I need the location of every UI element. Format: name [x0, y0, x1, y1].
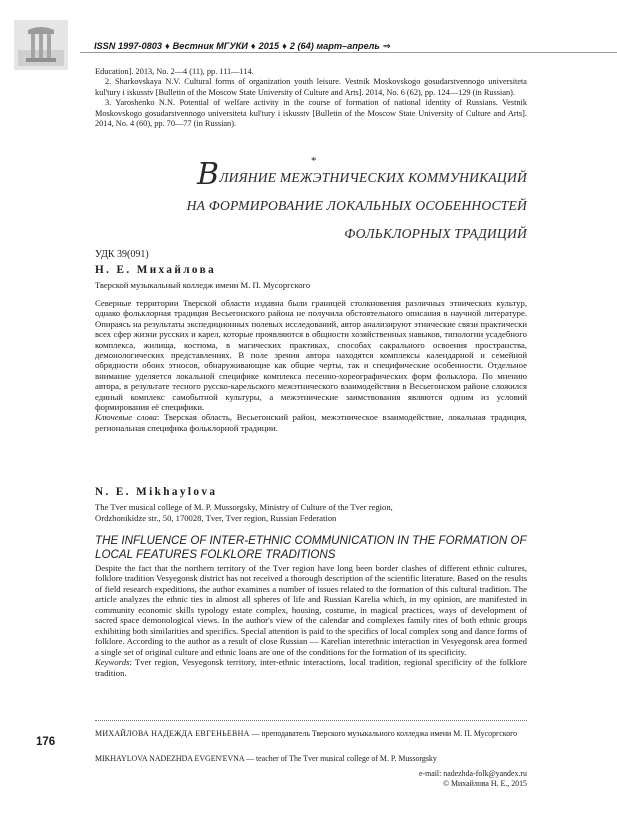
abstract-en-text: Despite the fact that the northern territory of the Tver region have long been border clashes of different ethnic cultures, folklore tradition Vesyegonsk district has not received a thorough description of the scientific literature. Based on the results of field research expeditions, the author examines a number of issues related to the formation of this cultural tradition. The article analyzes the ethnic ties in almost all spheres of life and Russian Karelia which, in my opinion, are manifested in community economic skills typology estate complex, housing, costume, in magical practices, ways of development of sacred space demonological views. In the author's view of the calendar and complexes family rites of both ethnic groups exhibiting both similarities and specifics. Special attention is paid to the specifics of local complex song and dance forms of folklore. According to the author as a result of close Russian — Karelian interethnic interaction in Vesyegonsk area formed a single set of original culture and ethnic loans are one of the conditions for the formation of its specificity.: [95, 563, 527, 657]
keywords-en: Keywords: Tver region, Vesyegonsk territory, inter-ethnic interactions, local tradition, regional specificity of the folklore tradition.: [95, 657, 527, 678]
title-initial: В: [196, 157, 220, 192]
abstract-ru: [95, 298, 527, 433]
author-email: e-mail: nadezhda-folk@yandex.ru: [418, 769, 527, 778]
abstract-ru-text: Северные территории Тверской области издавна были границей столкновения различных этнических культур, однако фольклорная традиция Весьегонского района не получила обстоятельного описания в научной литературе. Опираясь на результаты экспедиционных полевых исследований, автор анализируют этнические связи практически всех сфер жизни русских и карел, которые проявляются в общности хозяйственных навыков, типологии усадебного комплекса, жилища, костюма, в магических практиках, способах сакрального освоения пространства, демонологических представлениях. В поле зрения автора находятся комплексы календарной и семейной обрядности обоих этносов, обнаруживающие как общие черты, так и специфические особенности. Отдельное внимание уделяется локальной специфике комплекса песенно-хореографических форм фольклора. По мнению автора, в результате тесного русско-карельского межэтнического взаимодействия в Весьегонском районе сложился единый комплекс самобытной культуры, а межэтнические заимствования являются одним из условий формирования её специфики.: [95, 298, 527, 413]
author-name-en: N. E. Mikhaylova: [95, 486, 218, 498]
author-name-ru: Н. Е. Михайлова: [95, 264, 217, 276]
article-title-ru: ВЛИЯНИЕ МЕЖЭТНИЧЕСКИХ КОММУНИКАЦИЙ НА ФОРМИРОВАНИЕ ЛОКАЛЬНЫХ ОСОБЕННОСТЕЙ ФОЛЬКЛОРНЫХ ТРАДИЦИЙ: [186, 157, 527, 241]
affiliation-en: The Tver musical college of M. P. Mussorgsky, Ministry of Culture of the Tver region, Ordzhonikidze str., 50, 170028, Tver, Tver region, Russian Federation: [95, 502, 393, 523]
author-footnote-ru: МИХАЙЛОВА НАДЕЖДА ЕВГЕНЬЕВНА — преподаватель Тверского музыкального колледжа имени М. П. Мусоргского: [95, 729, 518, 738]
journal-header-line: ISSN 1997-0803 ♦ Вестник МГУКИ ♦ 2015 ♦ 2 (64) март–апрель ⇒: [94, 41, 391, 51]
journal-issue: 2 (64) март–апрель: [289, 41, 380, 51]
keywords-ru: Ключевые слова: Тверская область, Весьегонский район, межэтническое взаимодействие, локальная традиция, региональная специфика фольклорной традиции.: [95, 412, 527, 433]
abstract-en: [95, 563, 527, 678]
author-contacts: [300, 769, 527, 789]
page-number: 176: [36, 736, 56, 748]
journal-name: Вестник МГУКИ: [172, 41, 248, 51]
copyright: © Михайлова Н. Е., 2015: [443, 779, 527, 789]
footnote-rule: [95, 720, 527, 721]
article-title-en: THE INFLUENCE OF INTER-ETHNIC COMMUNICATION IN THE FORMATION OF LOCAL FEATURES FOLKLORE TRADITIONS: [95, 534, 527, 561]
reference-item: 2. Sharkovskaya N.V. Cultural forms of organization youth leisure. Vestnik Moskovskogo gosudarstvennogo universiteta kul'tury i iskusstv [Bulletin of the Moscow State University of Culture and Arts]. 2014, No. 6 (62), pp. 124—129 (in Russian).: [95, 77, 527, 97]
journal-year: 2015: [258, 41, 280, 51]
arrow-icon: ⇒: [382, 41, 391, 51]
section-separator: *: [311, 155, 317, 167]
header-rule: [80, 52, 617, 53]
reference-list: [95, 67, 527, 129]
affiliation-ru: Тверской музыкальный колледж имени М. П. Мусоргского: [95, 280, 311, 290]
udk-code: УДК 39(091): [95, 249, 149, 260]
journal-logo-icon: [14, 20, 68, 70]
author-footnote-en: MIKHAYLOVA NADEZHDA EVGEN'EVNA — teacher of The Tver musical college of M. P. Mussorgsky: [95, 754, 437, 763]
issn: ISSN 1997-0803: [94, 41, 162, 51]
reference-item: Education]. 2013, No. 2—4 (11), pp. 111—114.: [95, 67, 254, 76]
reference-item: 3. Yaroshenko N.N. Potential of welfare activity in the course of formation of national identity of Russians. Vestnik Moskovskogo gosudarstvennogo universiteta kul'tury i iskusstv [Bulletin of the Moscow State University of Culture and Arts]. 2014, No. 4 (60), pp. 70—77 (in Russian).: [95, 98, 527, 129]
